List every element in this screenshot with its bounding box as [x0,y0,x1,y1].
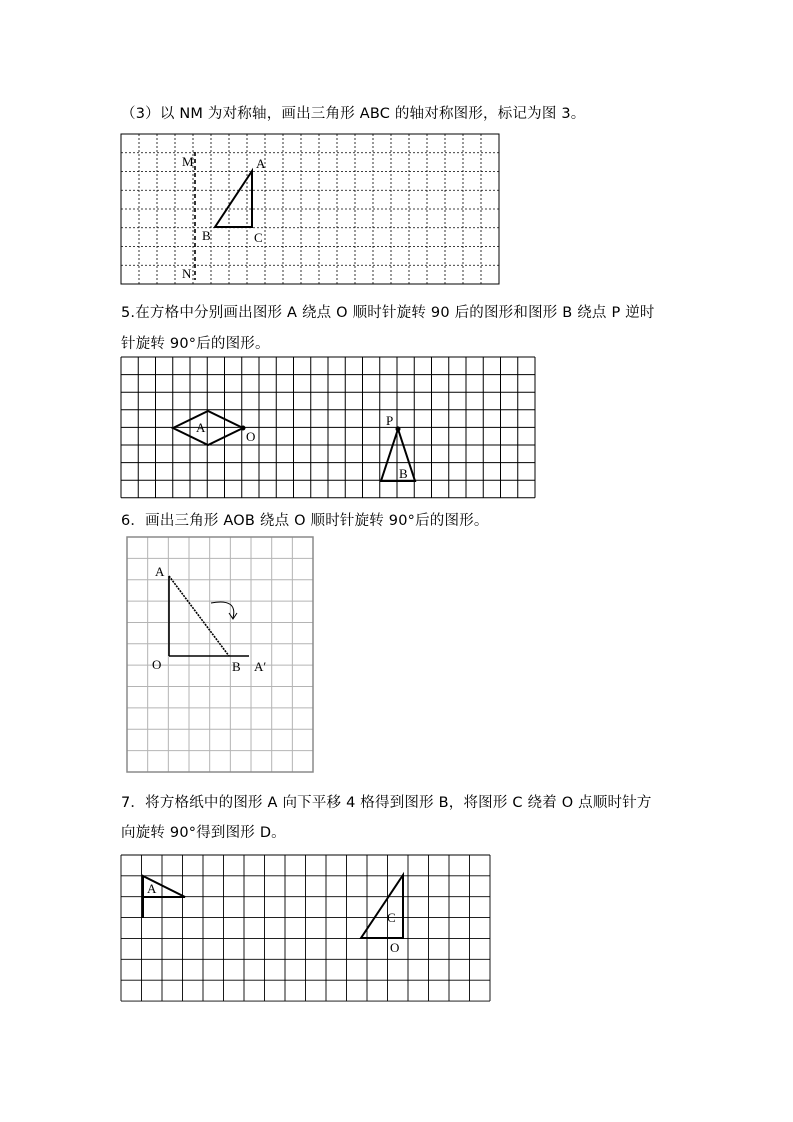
q7-label-a: A [147,881,157,896]
q3-label-a: A [256,156,266,171]
q3-instruction: （3）以 NM 为对称轴，画出三角形 ABC 的轴对称图形，标记为图 3。 [121,106,586,122]
q6-instruction: 6．画出三角形 AOB 绕点 O 顺时针旋转 90°后的图形。 [121,513,489,529]
q6-label-o: O [152,657,162,672]
q5-instruction-line1: 5.在方格中分别画出图形 A 绕点 O 顺时针旋转 90 后的图形和图形 B 绕点 P 逆时 [121,305,655,321]
q6-label-a: A [155,564,165,579]
q5-label-b: B [399,466,408,481]
q7-label-o: O [390,940,400,955]
q6-label-b: B [232,659,241,674]
q3-label-n: N [182,266,192,281]
q7-grid-lines [121,855,490,1001]
q3-label-m: M [182,154,194,169]
q5-instruction-line2: 针旋转 90°后的图形。 [121,336,270,352]
q5-label-p: P [386,413,394,428]
q3-label-b: B [202,228,211,243]
q7-instruction-line1: 7．将方格纸中的图形 A 向下平移 4 格得到图形 B，将图形 C 绕着 O 点顺时针方 [121,795,652,811]
q6-label-a-prime: A′ [254,659,267,674]
q5-label-a: A [196,420,206,435]
q7-label-c: C [387,910,396,925]
q3-label-c: C [254,230,263,245]
q5-label-o: O [246,429,256,444]
q7-instruction-line2: 向旋转 90°得到图形 D。 [121,825,286,841]
